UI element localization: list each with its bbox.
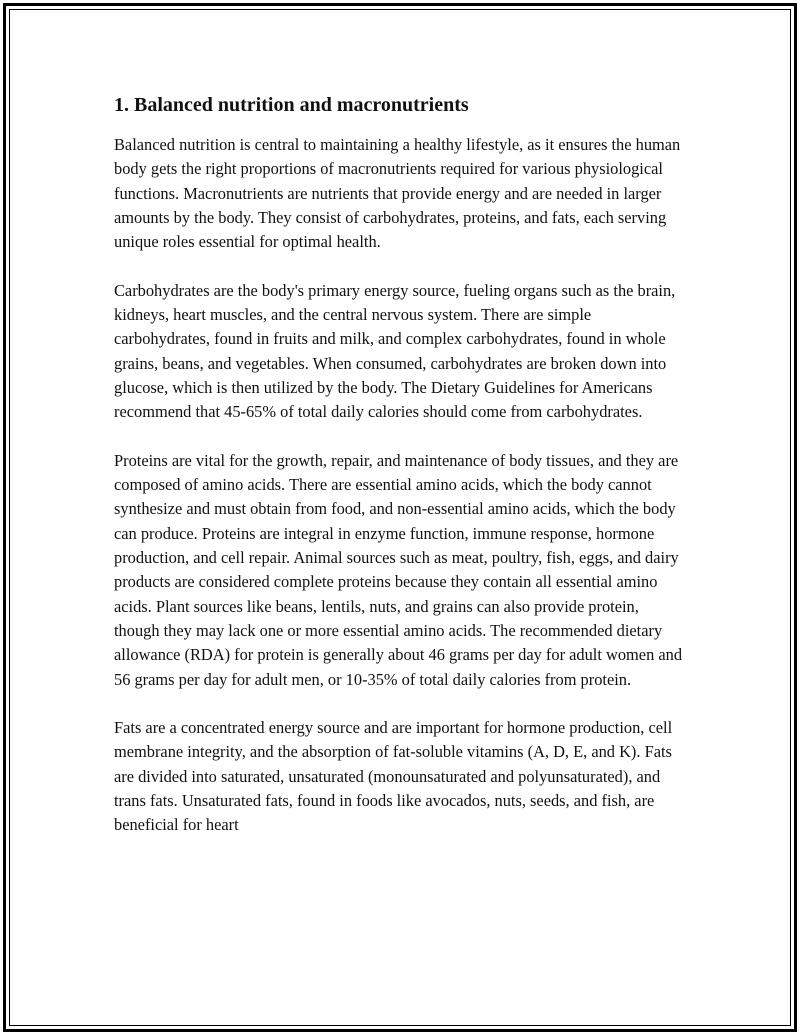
section-heading: 1. Balanced nutrition and macronutrients [114,94,469,116]
paragraph-carbohydrates: Carbohydrates are the body's primary energy source, fueling organs such as the brain, kidneys, heart muscles, and the central nervous system. There are simple carbohydrates, found in fruits and milk, and complex carbohydrates, found in whole grains, beans, and vegetables. When consumed, carbohydrates are broken down into glucose, which is then utilized by the body. The Dietary Guidelines for Americans recommend that 45-65% of total daily calories should come from carbohydrates. [114,280,676,422]
paragraph-intro: Balanced nutrition is central to maintaining a healthy lifestyle, as it ensures the human body gets the right proportions of macronutrients required for various physiological functions. Macronutrients are nutrients that provide energy and are needed in larger amounts by the body. They consist of carbohydrates, proteins, and fats, each serving unique roles essential for optimal health. [114,135,681,252]
paragraph-fats: Fats are a concentrated energy source and are important for hormone production, cell membrane integrity, and the absorption of fat-soluble vitamins (A, D, E, and K). Fats are divided into saturated, unsaturated (monounsaturated and polyunsaturated), and trans fats. Unsaturated fats, found in foods like avocados, nuts, seeds, and fish, are beneficial for heart [114,718,673,835]
paragraph-proteins: Proteins are vital for the growth, repair, and maintenance of body tissues, and they are composed of amino acids. There are essential amino acids, which the body cannot synthesize and must obtain from food, and non-essential amino acids, which the body can produce. Proteins are integral in enzyme function, immune response, hormone production, and cell repair. Animal sources such as meat, poultry, fish, eggs, and dairy products are considered complete proteins because they contain all essential amino acids. Plant sources like beans, lentils, nuts, and grains can also provide protein, though they may lack one or more essential amino acids. The recommended dietary allowance (RDA) for protein is generally about 46 grams per day for adult women and 56 grams per day for adult men, or 10-35% of total daily calories from protein. [114,450,683,689]
document-body [114,91,684,862]
